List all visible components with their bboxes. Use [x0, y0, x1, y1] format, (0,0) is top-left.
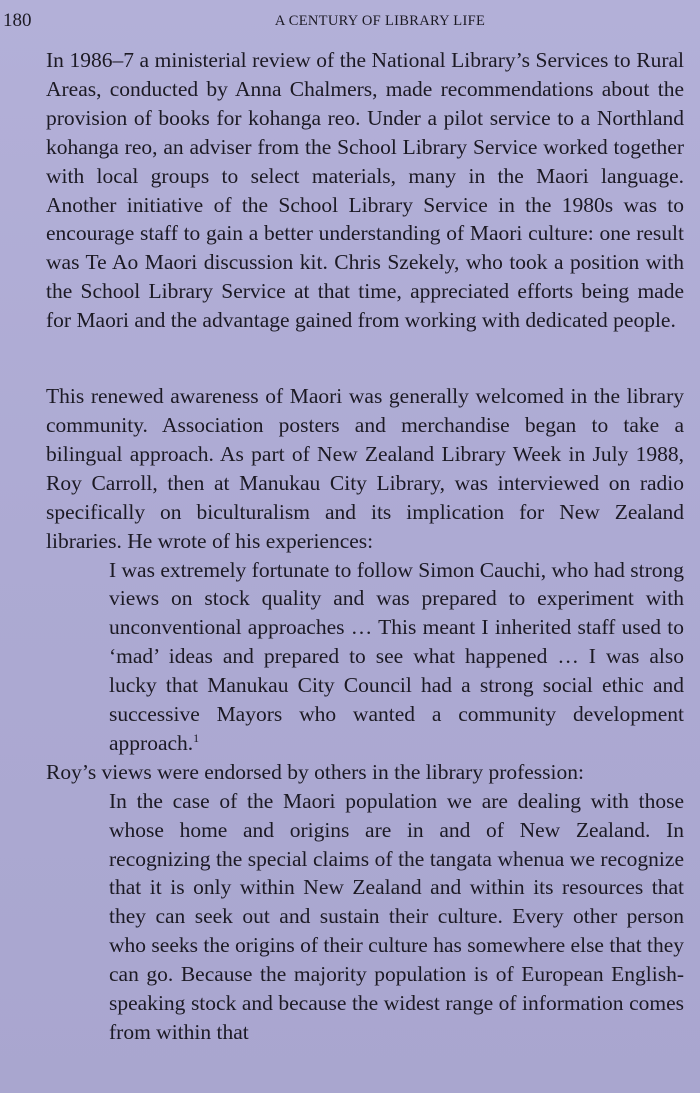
running-title: A CENTURY OF LIBRARY LIFE: [274, 13, 486, 29]
block-quote-1-text: I was extremely fortunate to follow Simon Cauchi, who had strong views on stock quality and was prepared to experiment with unconventional approaches … This meant I inherited staff used to ‘mad’ ideas and prepared to see what happened … I was also lucky that Manukau City Council had a strong social ethic and successive Mayors who wanted a community development approach.: [109, 557, 685, 755]
block-quote-1: [109, 556, 684, 758]
page-number: 180: [3, 10, 32, 31]
page-header: [0, 9, 700, 33]
block-quote-2: In the case of the Maori population we are dealing with those whose home and origins are in and of New Zealand. In recognizing the special claims of the tangata whenua we recognize that it is only within New Zealand and within its resources that they can seek out and sustain their culture. Every other person who seeks the origins of their culture has somewhere else that they can go. Because the majority population is of European English-speaking stock and because the widest range of information comes from within that: [109, 788, 684, 1044]
body-paragraph-2: This renewed awareness of Maori was generally welcomed in the library community. Association posters and merchandise began to take a bilingual approach. As part of New Zealand Library Week in July 1988, Roy Carroll, then at Manukau City Library, was interviewed on radio specifically on biculturalism and its implication for New Zealand libraries. He wrote of his experiences:: [46, 384, 684, 553]
body-paragraph-1: In 1986–7 a ministerial review of the National Library’s Services to Rural Areas, conducted by Anna Chalmers, made recommendations about the provision of books for kohanga reo. Under a pilot service to a Northland kohanga reo, an adviser from the School Library Service worked together with local groups to select materials, many in the Maori language. Another initiative of the School Library Service in the 1980s was to encourage staff to gain a better understanding of Maori culture: one result was Te Ao Maori discussion kit. Chris Szekely, who took a position with the School Library Service at that time, appreciated efforts being made for Maori and the advantage gained from working with dedicated people.: [46, 48, 684, 333]
page-body: [46, 46, 684, 1047]
footnote-reference: 1: [193, 730, 200, 745]
body-paragraph-3: Roy’s views were endorsed by others in the library profession:: [46, 759, 584, 784]
